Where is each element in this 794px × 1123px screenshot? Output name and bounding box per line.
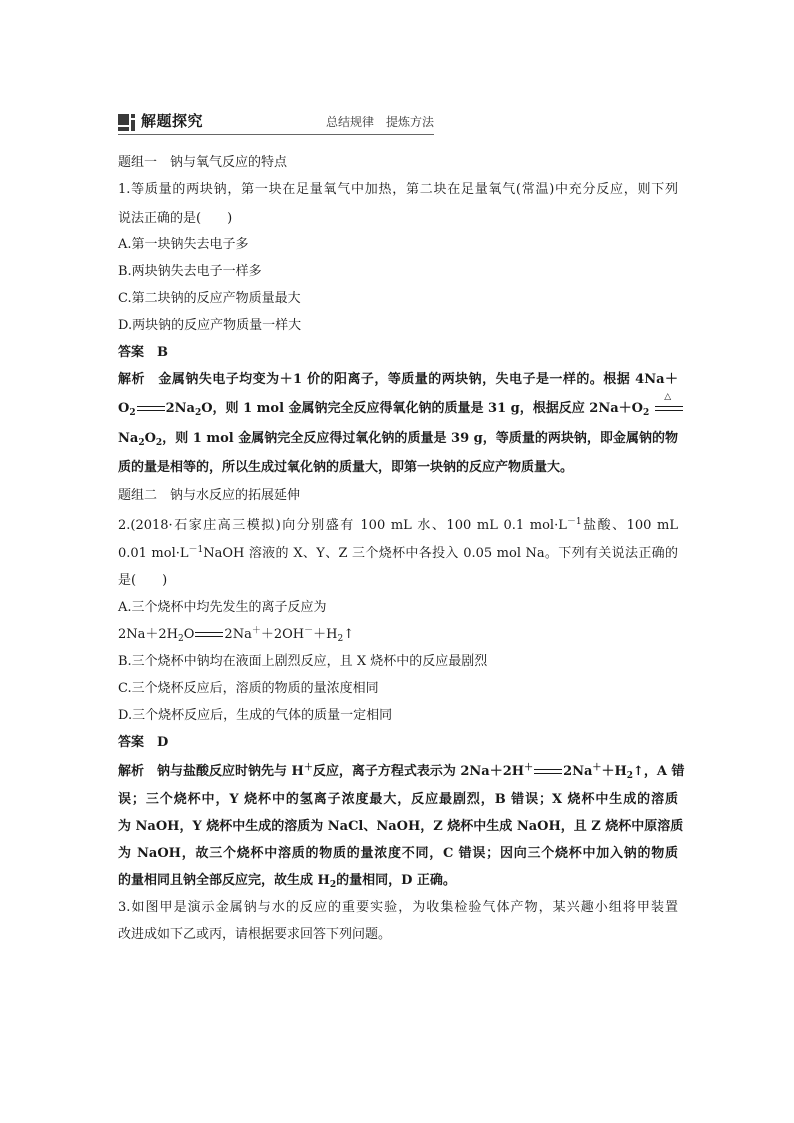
q3-stem-line-2: 改进成如下乙或丙，请根据要求回答下列问题。: [118, 927, 392, 942]
q2-option-a: A.三个烧杯中均先发生的离子反应为: [118, 600, 327, 615]
q1-explanation-line-3: $Na_2O_2$，则 1 mol 金属钠完全反应得过氧化钠的质量是 39 g，等质量的两块钠，即金属钠的物: [118, 431, 678, 448]
group-2-title: 题组二 钠与水反应的拓展延伸: [118, 488, 301, 503]
q2-explanation-line-2: 误；三个烧杯中，Y 烧杯中的氢离子浓度最大，反应最剧烈，B 错误；X 烧杯中生成的溶质: [118, 792, 678, 807]
q1-answer: 答案 B: [118, 345, 168, 360]
q3-stem-line-1: 3.如图甲是演示金属钠与水的反应的重要实验，为收集检验气体产物，某兴趣小组将甲装置: [118, 900, 678, 915]
q2-explanation-line-1: 解析 钠与盐酸反应时钠先与 H＋反应，离子方程式表示为 2Na＋2H＋ $2Na^++H_2↑$，A 错: [118, 763, 685, 781]
q1-explanation-line-1: 解析 金属钠失电子均变为＋1 价的阳离子，等质量的两块钠，失电子是一样的。根据 4Na＋: [118, 372, 678, 387]
q1-option-c: C.第二块钠的反应产物质量最大: [118, 291, 301, 306]
q2-option-a-equation: $2Na+2H_2O$ $2Na^++2OH^-+H_2↑$: [118, 626, 355, 644]
q1-option-b: B.两块钠失去电子一样多: [118, 264, 262, 279]
q2-explanation-line-5: 的量相同且钠全部反应完，故生成 $H_2$的量相同，D 正确。: [118, 873, 456, 890]
q1-option-d: D.两块钠的反应产物质量一样大: [118, 318, 302, 333]
q2-option-c: C.三个烧杯反应后，溶质的物质的量浓度相同: [118, 681, 379, 696]
group-1-title: 题组一 钠与氧气反应的特点: [118, 155, 288, 170]
q1-stem-line-1: 1.等质量的两块钠，第一块在足量氧气中加热，第二块在足量氧气(常温)中充分反应，则下列: [118, 182, 678, 197]
section-subtitle: 总结规律 提炼方法: [325, 115, 434, 129]
q2-explanation-line-3: 为 NaOH，Y 烧杯中生成的溶质为 NaCl、NaOH，Z 烧杯中生成 NaOH，且 Z 烧杯中原溶质: [118, 819, 684, 834]
section-header: [118, 108, 434, 135]
q2-stem-line-1: 2.(2018·石家庄高三模拟)向分别盛有 100 mL 水、100 mL 0.1 $mol\cdot L^{-1}$盐酸、100 mL: [118, 517, 678, 533]
q1-stem-line-2: 说法正确的是( ): [118, 211, 233, 226]
section-title: 解题探究: [141, 112, 204, 130]
q2-option-b: B.三个烧杯中钠均在液面上剧烈反应，且 X 烧杯中的反应最剧烈: [118, 654, 488, 669]
q2-stem-line-3: 是( ): [118, 573, 168, 588]
q1-explanation-line-2: $O_2$ $2Na_2O$，则 1 mol 金属钠完全反应得氧化钠的质量是 31 g，根据反应 $2Na+O_2$ △: [118, 400, 684, 418]
q1-explanation-line-4: 质的量是相等的，所以生成过氧化钠的质量大，即第一块钠的反应产物质量大。: [118, 460, 574, 475]
q2-option-d: D.三个烧杯反应后，生成的气体的质量一定相同: [118, 708, 393, 723]
q1-option-a: A.第一块钠失去电子多: [118, 237, 249, 252]
q2-explanation-line-4: 为 NaOH，故三个烧杯中溶质的物质的量浓度不同，C 错误；因向三个烧杯中加入钠的物质: [118, 846, 678, 861]
section-logo-icon: [118, 114, 135, 131]
q2-answer: 答案 D: [118, 735, 169, 750]
q2-stem-line-2: 0.01 $mol\cdot L^{-1}NaOH$ 溶液的 X、Y、Z 三个烧杯中各投入 0.05 mol Na。下列有关说法正确的: [118, 545, 678, 561]
